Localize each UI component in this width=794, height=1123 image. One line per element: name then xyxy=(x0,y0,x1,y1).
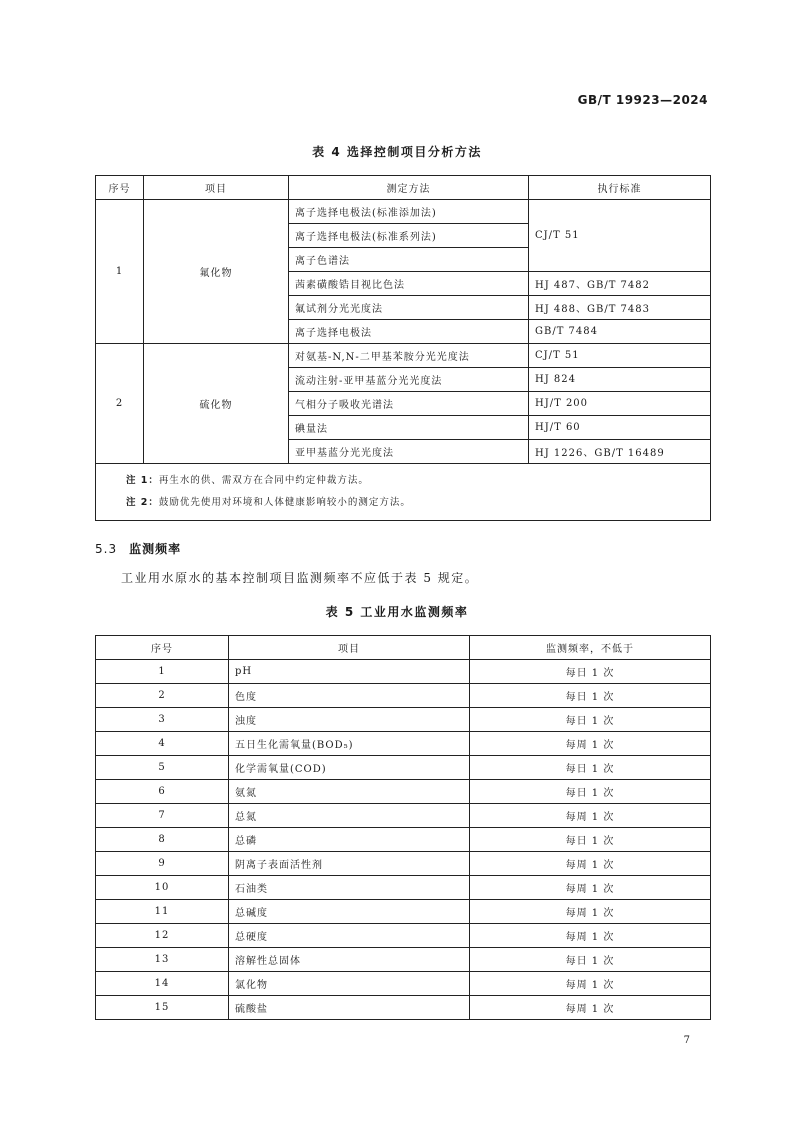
table5-header-row xyxy=(96,636,711,660)
method-cell: 氟试剂分光光度法 xyxy=(289,296,529,320)
frequency-cell: 每周 1 次 xyxy=(470,972,711,996)
row-number: 12 xyxy=(96,924,229,948)
item-name: pH xyxy=(229,660,470,684)
item-name: 氯化物 xyxy=(229,972,470,996)
row-number: 7 xyxy=(96,804,229,828)
row-number: 13 xyxy=(96,948,229,972)
table-row xyxy=(96,804,711,828)
standard-code: GB/T 19923—2024 xyxy=(577,93,708,107)
item-name: 溶解性总固体 xyxy=(229,948,470,972)
standard-cell: HJ/T 60 xyxy=(529,416,711,440)
row-number: 3 xyxy=(96,708,229,732)
method-cell: 离子选择电极法(标准系列法) xyxy=(289,224,529,248)
table-row xyxy=(96,732,711,756)
table-row xyxy=(96,876,711,900)
frequency-cell: 每日 1 次 xyxy=(470,756,711,780)
row-number: 6 xyxy=(96,780,229,804)
standard-cell: GB/T 7484 xyxy=(529,320,711,344)
item-name: 氟化物 xyxy=(144,200,289,344)
table-row xyxy=(96,996,711,1020)
row-number: 11 xyxy=(96,900,229,924)
note-1 xyxy=(126,470,680,492)
row-number: 10 xyxy=(96,876,229,900)
table4-header-cell: 执行标准 xyxy=(529,176,711,200)
method-cell: 离子色谱法 xyxy=(289,248,529,272)
row-number: 9 xyxy=(96,852,229,876)
item-name: 硫酸盐 xyxy=(229,996,470,1020)
standard-cell: HJ 824 xyxy=(529,368,711,392)
item-name: 硫化物 xyxy=(144,344,289,464)
row-number: 1 xyxy=(96,200,144,344)
table5-header-cell: 序号 xyxy=(96,636,229,660)
table4-header-cell: 测定方法 xyxy=(289,176,529,200)
method-cell: 亚甲基蓝分光光度法 xyxy=(289,440,529,464)
section-title: 监测频率 xyxy=(129,542,182,556)
table-row xyxy=(96,660,711,684)
item-name: 阴离子表面活性剂 xyxy=(229,852,470,876)
frequency-cell: 每日 1 次 xyxy=(470,828,711,852)
item-name: 石油类 xyxy=(229,876,470,900)
row-number: 4 xyxy=(96,732,229,756)
item-name: 浊度 xyxy=(229,708,470,732)
item-name: 总硬度 xyxy=(229,924,470,948)
frequency-cell: 每日 1 次 xyxy=(470,948,711,972)
table4-caption: 表 4 选择控制项目分析方法 xyxy=(312,145,482,159)
row-number: 2 xyxy=(96,684,229,708)
table5-header-cell: 项目 xyxy=(229,636,470,660)
table5-caption: 表 5 工业用水监测频率 xyxy=(325,605,469,619)
body-paragraph: 工业用水原水的基本控制项目监测频率不应低于表 5 规定。 xyxy=(121,571,479,585)
frequency-cell: 每周 1 次 xyxy=(470,996,711,1020)
table4-notes xyxy=(96,464,711,521)
frequency-cell: 每日 1 次 xyxy=(470,660,711,684)
table4-notes-row xyxy=(96,464,711,521)
standard-cell: HJ 488、GB/T 7483 xyxy=(529,296,711,320)
table4-header-cell: 项目 xyxy=(144,176,289,200)
method-cell: 碘量法 xyxy=(289,416,529,440)
frequency-cell: 每周 1 次 xyxy=(470,732,711,756)
standard-cell: HJ/T 200 xyxy=(529,392,711,416)
note-label: 注 1： xyxy=(126,475,159,486)
table-row xyxy=(96,924,711,948)
page-number: 7 xyxy=(683,1035,690,1046)
note-label: 注 2： xyxy=(126,497,159,508)
method-cell: 离子选择电极法(标准添加法) xyxy=(289,200,529,224)
table5-header-cell: 监测频率，不低于 xyxy=(470,636,711,660)
table4 xyxy=(95,175,711,521)
note-2 xyxy=(126,492,680,514)
table-row xyxy=(96,900,711,924)
row-number: 2 xyxy=(96,344,144,464)
table-row xyxy=(96,708,711,732)
frequency-cell: 每周 1 次 xyxy=(470,924,711,948)
frequency-cell: 每周 1 次 xyxy=(470,876,711,900)
item-name: 色度 xyxy=(229,684,470,708)
section-number: 5.3 xyxy=(95,542,118,556)
table-row xyxy=(96,852,711,876)
frequency-cell: 每日 1 次 xyxy=(470,708,711,732)
frequency-cell: 每周 1 次 xyxy=(470,900,711,924)
item-name: 总磷 xyxy=(229,828,470,852)
frequency-cell: 每周 1 次 xyxy=(470,804,711,828)
table-row xyxy=(96,780,711,804)
method-cell: 茜素磺酸锆目视比色法 xyxy=(289,272,529,296)
section-heading xyxy=(95,540,181,557)
table4-header-row xyxy=(96,176,711,200)
table-row xyxy=(96,972,711,996)
note-text: 再生水的供、需双方在合同中约定仲裁方法。 xyxy=(158,475,369,486)
frequency-cell: 每周 1 次 xyxy=(470,852,711,876)
table-row xyxy=(96,200,711,224)
frequency-cell: 每日 1 次 xyxy=(470,684,711,708)
table4-header-cell: 序号 xyxy=(96,176,144,200)
note-text: 鼓励优先使用对环境和人体健康影响较小的测定方法。 xyxy=(158,497,411,508)
standard-cell: CJ/T 51 xyxy=(529,200,711,272)
row-number: 14 xyxy=(96,972,229,996)
standard-cell: CJ/T 51 xyxy=(529,344,711,368)
table-row xyxy=(96,756,711,780)
table5 xyxy=(95,635,711,1020)
item-name: 氨氮 xyxy=(229,780,470,804)
item-name: 总碱度 xyxy=(229,900,470,924)
row-number: 8 xyxy=(96,828,229,852)
table-row xyxy=(96,344,711,368)
method-cell: 流动注射-亚甲基蓝分光光度法 xyxy=(289,368,529,392)
item-name: 五日生化需氧量(BOD₅) xyxy=(229,732,470,756)
row-number: 1 xyxy=(96,660,229,684)
standard-cell: HJ 1226、GB/T 16489 xyxy=(529,440,711,464)
row-number: 5 xyxy=(96,756,229,780)
table-row xyxy=(96,684,711,708)
method-cell: 气相分子吸收光谱法 xyxy=(289,392,529,416)
standard-cell: HJ 487、GB/T 7482 xyxy=(529,272,711,296)
frequency-cell: 每日 1 次 xyxy=(470,780,711,804)
item-name: 总氮 xyxy=(229,804,470,828)
table-row xyxy=(96,948,711,972)
method-cell: 对氨基-N,N-二甲基苯胺分光光度法 xyxy=(289,344,529,368)
table-row xyxy=(96,828,711,852)
row-number: 15 xyxy=(96,996,229,1020)
item-name: 化学需氧量(COD) xyxy=(229,756,470,780)
method-cell: 离子选择电极法 xyxy=(289,320,529,344)
